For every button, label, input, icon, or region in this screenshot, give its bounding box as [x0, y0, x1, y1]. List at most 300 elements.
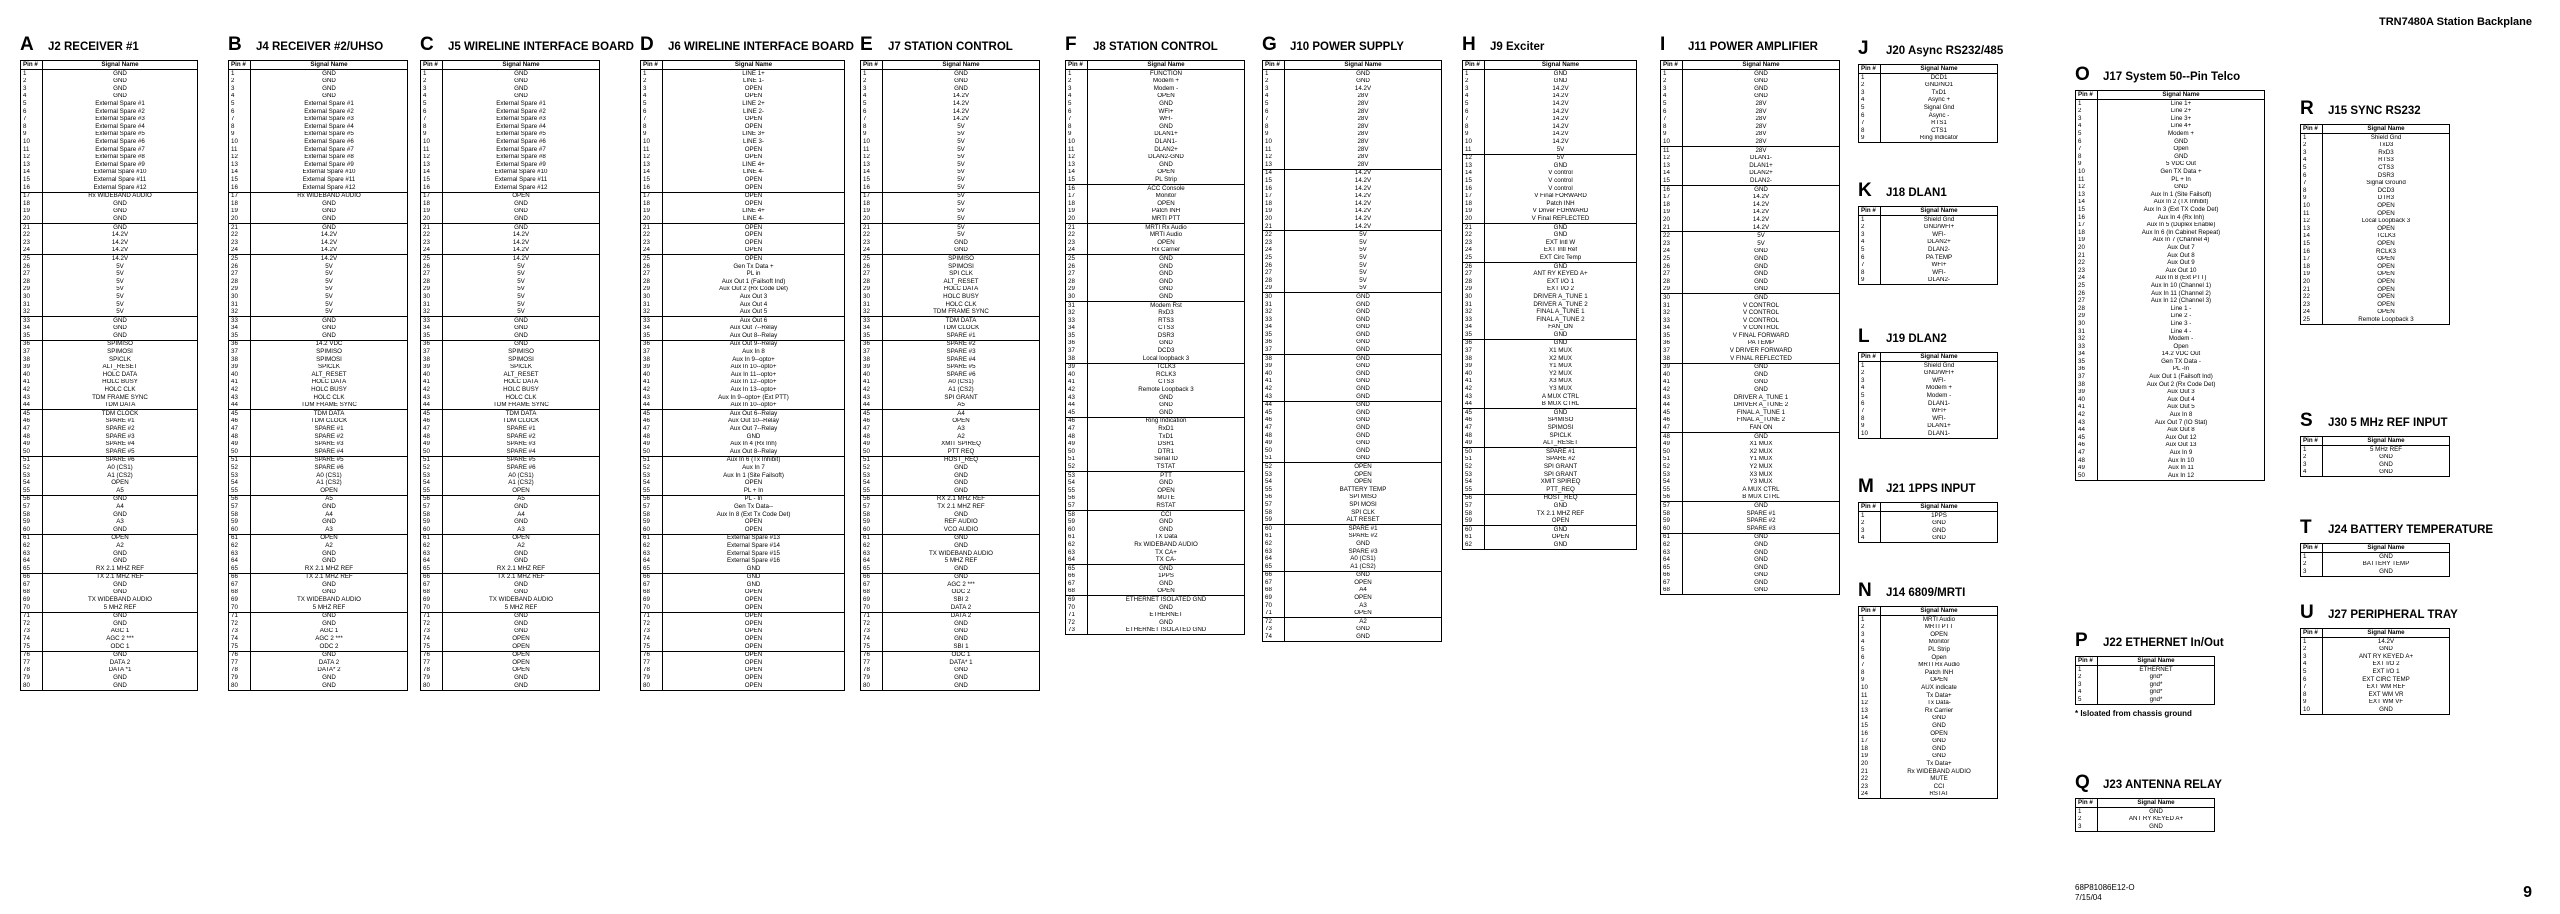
- pin-number: 60: [1263, 525, 1285, 533]
- pin-row: [1066, 138, 1245, 146]
- signal-name: OPEN: [1088, 200, 1245, 208]
- signal-name: GND: [1683, 78, 1840, 86]
- pin-number: 72: [861, 620, 883, 628]
- signal-name: GND: [1683, 263, 1840, 271]
- pin-row: [421, 487, 600, 495]
- signal-name: External Spare #8: [43, 154, 198, 162]
- pin-number: 16: [229, 184, 251, 192]
- pin-row: [1859, 120, 1998, 128]
- pin-row: [2076, 130, 2265, 138]
- signal-name: GND: [1485, 231, 1637, 239]
- signal-name: ALT_RESET: [43, 364, 198, 372]
- signal-name: TDM CLOCK: [43, 410, 198, 418]
- pin-number: 45: [1463, 409, 1485, 417]
- pin-number: 19: [1066, 208, 1088, 216]
- signal-name: A2: [1285, 618, 1442, 626]
- pin-row: [421, 169, 600, 177]
- signal-name: GND: [43, 208, 198, 216]
- pin-number: 6: [421, 108, 443, 116]
- signal-name: GND: [443, 682, 600, 690]
- pin-number: 22: [421, 231, 443, 239]
- pin-row: [1463, 301, 1637, 309]
- signal-name: GND: [1683, 363, 1840, 371]
- pin-row: [2076, 351, 2265, 359]
- pin-row: [1661, 587, 1840, 595]
- signal-name: PTT REQ: [883, 448, 1040, 456]
- pin-row: [1859, 669, 1998, 677]
- pin-number: 18: [1463, 200, 1485, 208]
- pin-number: 30: [641, 293, 663, 301]
- pin-number: 33: [229, 317, 251, 325]
- pin-row: [1859, 216, 1998, 224]
- pin-number: 18: [861, 200, 883, 208]
- signal-name: SPARE #2: [1683, 517, 1840, 525]
- pin-row: [2301, 469, 2450, 477]
- signal-name: V control: [1485, 177, 1637, 185]
- pin-row: [2076, 681, 2215, 689]
- pin-row: [1859, 408, 1998, 416]
- connector-letter: C: [420, 34, 434, 55]
- signal-name: OPEN: [663, 231, 845, 239]
- signal-name: DATA* 2: [251, 667, 408, 675]
- pin-number: 61: [421, 534, 443, 542]
- pin-number: 22: [641, 231, 663, 239]
- pin-row: [1463, 162, 1637, 170]
- signal-name: GND: [1485, 339, 1637, 347]
- pin-row: [1066, 278, 1245, 286]
- pin-number: 23: [21, 239, 43, 247]
- pin-row: [2301, 233, 2450, 241]
- pin-number: 22: [1661, 232, 1683, 240]
- pin-row: [2076, 358, 2265, 366]
- signal-name: 5V: [443, 270, 600, 278]
- pin-row: [21, 565, 198, 573]
- signal-name: GND: [1683, 93, 1840, 101]
- pin-number: 22: [1066, 231, 1088, 239]
- pin-number: 68: [641, 589, 663, 597]
- pin-number: 23: [421, 239, 443, 247]
- pin-row: [1463, 339, 1637, 347]
- pin-number: 10: [1859, 684, 1881, 692]
- signal-column-header: Signal Name: [2098, 657, 2215, 666]
- pin-row: [229, 487, 408, 495]
- pin-row: [641, 604, 845, 612]
- pin-row: [861, 472, 1040, 480]
- pin-row: [1066, 263, 1245, 271]
- pin-number: 4: [2076, 123, 2098, 131]
- signal-name: 14.2V: [1485, 131, 1637, 139]
- signal-name: GND: [43, 200, 198, 208]
- pin-number: 4: [2301, 157, 2323, 165]
- signal-name: gnd*: [2098, 696, 2215, 704]
- pin-row: [229, 364, 408, 372]
- pin-row: [229, 628, 408, 636]
- signal-name: OPEN: [443, 659, 600, 667]
- pin-row: [1263, 131, 1442, 139]
- pin-row: [229, 418, 408, 426]
- pin-row: [21, 682, 198, 690]
- signal-name: GND: [43, 612, 198, 620]
- pin-row: [1661, 185, 1840, 193]
- signal-name: GND: [883, 70, 1040, 78]
- pin-number: 71: [229, 612, 251, 620]
- pin-number: 40: [2076, 396, 2098, 404]
- pin-number: 5: [1661, 100, 1683, 108]
- pin-number: 32: [1463, 308, 1485, 316]
- signal-name: GND: [1285, 440, 1442, 448]
- signal-name: A1 (CS2): [883, 386, 1040, 394]
- pin-row: [1661, 502, 1840, 510]
- pin-number: 13: [861, 161, 883, 169]
- pin-row: [641, 557, 845, 565]
- pin-number: 43: [1661, 394, 1683, 402]
- pin-number: 9: [2301, 699, 2323, 707]
- pin-number: 6: [21, 108, 43, 116]
- signal-name: CTS3: [1088, 379, 1245, 387]
- pin-table: [20, 60, 198, 691]
- pin-number: 72: [229, 620, 251, 628]
- signal-name: TX WIDEBAND AUDIO: [443, 596, 600, 604]
- pin-number: 36: [861, 340, 883, 348]
- signal-name: GND: [1881, 722, 1998, 730]
- signal-name: AUX indicate: [1881, 684, 1998, 692]
- pin-number: 58: [229, 511, 251, 519]
- pin-row: [421, 534, 600, 542]
- signal-name: 14.2V: [1485, 108, 1637, 116]
- pin-row: [2301, 706, 2450, 714]
- pin-number: 30: [21, 293, 43, 301]
- signal-name: GND: [1285, 78, 1442, 86]
- pin-number: 20: [861, 215, 883, 223]
- signal-column-header: Signal Name: [2323, 629, 2450, 638]
- pin-number: 1: [2076, 808, 2098, 816]
- pin-row: [1661, 131, 1840, 139]
- signal-name: GND: [443, 340, 600, 348]
- pin-row: [229, 85, 408, 93]
- signal-name: PL Strip: [1881, 646, 1998, 654]
- pin-number: 40: [21, 371, 43, 379]
- pin-number: 32: [861, 308, 883, 316]
- pin-row: [21, 589, 198, 597]
- signal-name: V control: [1485, 170, 1637, 178]
- signal-name: 14.2V: [43, 231, 198, 239]
- pin-number: 5: [2301, 668, 2323, 676]
- pin-number: 21: [1463, 223, 1485, 231]
- signal-name: 5 MHZ REF: [883, 557, 1040, 565]
- pin-row: [21, 628, 198, 636]
- signal-name: 5 MHZ REF: [43, 604, 198, 612]
- pin-row: [861, 425, 1040, 433]
- signal-name: TX 2.1 MHZ REF: [43, 573, 198, 581]
- pin-number: 2: [2076, 674, 2098, 682]
- pin-number: 78: [861, 667, 883, 675]
- signal-name: ETHERNET ISOLATED GND: [1088, 627, 1245, 635]
- pin-row: [641, 620, 845, 628]
- signal-name: DATA *1: [43, 667, 198, 675]
- pin-row: [421, 651, 600, 659]
- pin-row: [21, 364, 198, 372]
- pin-row: [1661, 572, 1840, 580]
- pin-number: 59: [641, 518, 663, 526]
- signal-name: V Final FORWARD: [1485, 193, 1637, 201]
- signal-name: Shield Gnd: [1881, 362, 1998, 370]
- pin-row: [1859, 430, 1998, 438]
- signal-name: GND: [443, 70, 600, 78]
- pin-row: [229, 325, 408, 333]
- pin-number: 76: [229, 651, 251, 659]
- signal-name: OPEN: [663, 628, 845, 636]
- pin-row: [1661, 93, 1840, 101]
- pin-row: [229, 138, 408, 146]
- pin-number: 35: [2076, 358, 2098, 366]
- pin-number: 7: [1463, 116, 1485, 124]
- connector-header: [1858, 580, 1998, 606]
- pin-number: 15: [1661, 177, 1683, 185]
- pin-number: 18: [229, 200, 251, 208]
- signal-name: OPEN: [2323, 271, 2450, 279]
- pin-number: 7: [1859, 262, 1881, 270]
- pin-number: 46: [2076, 442, 2098, 450]
- pin-row: [1463, 456, 1637, 464]
- pin-number: 49: [861, 441, 883, 449]
- pin-row: [861, 589, 1040, 597]
- pin-number: 36: [1263, 339, 1285, 347]
- pin-row: [1066, 340, 1245, 348]
- pin-number: 5: [1859, 104, 1881, 112]
- signal-column-header: Signal Name: [2323, 437, 2450, 446]
- pin-number: 41: [1066, 379, 1088, 387]
- pin-row: [641, 596, 845, 604]
- pin-row: [421, 208, 600, 216]
- pin-row: [1661, 116, 1840, 124]
- pin-row: [1066, 325, 1245, 333]
- pin-number: 62: [229, 542, 251, 550]
- signal-name: OPEN: [2323, 256, 2450, 264]
- pin-number: 44: [1263, 401, 1285, 409]
- pin-row: [861, 604, 1040, 612]
- signal-name: X2 MUX: [1485, 355, 1637, 363]
- signal-name: GND: [883, 78, 1040, 86]
- signal-name: EXT WM REF: [2323, 684, 2450, 692]
- pin-row: [641, 131, 845, 139]
- pin-row: [641, 325, 845, 333]
- pin-row: [2076, 343, 2265, 351]
- pin-number: 63: [421, 550, 443, 558]
- pin-number: 41: [421, 379, 443, 387]
- pin-number: 19: [421, 208, 443, 216]
- pin-column-header: Pin #: [2076, 657, 2098, 666]
- connector-letter: G: [1262, 34, 1277, 55]
- pin-row: [1263, 200, 1442, 208]
- signal-name: HOLC DATA: [443, 379, 600, 387]
- pin-number: 44: [421, 402, 443, 410]
- pin-number: 3: [1859, 527, 1881, 535]
- signal-name: External Spare #3: [443, 116, 600, 124]
- signal-name: GND: [43, 581, 198, 589]
- pin-number: 23: [229, 239, 251, 247]
- pin-row: [1263, 123, 1442, 131]
- signal-name: A5: [443, 495, 600, 503]
- pin-row: [1263, 324, 1442, 332]
- pin-row: [421, 479, 600, 487]
- pin-number: 59: [861, 518, 883, 526]
- pin-row: [21, 208, 198, 216]
- signal-name: External Spare #15: [663, 550, 845, 558]
- pin-number: 28: [229, 278, 251, 286]
- pin-number: 63: [1661, 549, 1683, 557]
- signal-name: A0 (CS1): [1285, 555, 1442, 563]
- pin-row: [229, 270, 408, 278]
- pin-row: [641, 200, 845, 208]
- pin-number: 30: [1463, 293, 1485, 301]
- pin-row: [21, 643, 198, 651]
- pin-number: 72: [21, 620, 43, 628]
- pin-number: 74: [21, 635, 43, 643]
- pin-number: 56: [421, 495, 443, 503]
- signal-name: SPARE #5: [251, 456, 408, 464]
- signal-name: RTS3: [2323, 157, 2450, 165]
- pin-row: [861, 223, 1040, 231]
- pin-row: [1859, 768, 1998, 776]
- signal-name: Line 4 -: [2098, 328, 2265, 336]
- signal-name: 5V: [883, 192, 1040, 200]
- signal-name: V Driver FORWARD: [1485, 208, 1637, 216]
- signal-name: External Spare #4: [443, 123, 600, 131]
- signal-name: GND: [43, 325, 198, 333]
- pin-number: 12: [1263, 154, 1285, 162]
- pin-number: 50: [641, 448, 663, 456]
- signal-name: EXT Intl Ref: [1485, 247, 1637, 255]
- pin-number: 43: [641, 394, 663, 402]
- pin-row: [1661, 340, 1840, 348]
- signal-name: GND: [43, 215, 198, 223]
- pin-row: [1463, 185, 1637, 193]
- pin-row: [1263, 223, 1442, 231]
- pin-row: [1263, 478, 1442, 486]
- signal-name: GND: [1485, 409, 1637, 417]
- signal-name: 14.2V: [883, 100, 1040, 108]
- signal-name: SPARE #2: [1485, 456, 1637, 464]
- signal-name: External Spare #13: [663, 534, 845, 542]
- pin-row: [21, 231, 198, 239]
- pin-row: [861, 208, 1040, 216]
- pin-row: [1859, 89, 1998, 97]
- signal-name: GND: [1485, 502, 1637, 510]
- signal-name: GND: [2323, 469, 2450, 477]
- pin-row: [861, 70, 1040, 78]
- signal-name: MUTE: [1088, 495, 1245, 503]
- pin-row: [21, 503, 198, 511]
- signal-name: 14.2V: [443, 247, 600, 255]
- pin-row: [2076, 808, 2215, 816]
- pin-row: [1661, 424, 1840, 432]
- signal-name: OPEN: [663, 192, 845, 200]
- signal-column-header: Signal Name: [1881, 353, 1998, 362]
- pin-number: 56: [1661, 494, 1683, 502]
- signal-name: 5V: [443, 293, 600, 301]
- pin-row: [1463, 424, 1637, 432]
- pin-row: [229, 386, 408, 394]
- pin-number: 59: [1661, 517, 1683, 525]
- connector-letter: H: [1462, 34, 1476, 55]
- pin-row: [641, 78, 845, 86]
- pin-number: 22: [21, 231, 43, 239]
- signal-name: GND: [1088, 409, 1245, 417]
- pin-number: 71: [21, 612, 43, 620]
- pin-row: [641, 659, 845, 667]
- signal-name: X3 MUX: [1485, 378, 1637, 386]
- signal-name: DLAN2-GND: [1088, 154, 1245, 162]
- pin-row: [229, 131, 408, 139]
- pin-number: 8: [1263, 123, 1285, 131]
- pin-row: [2076, 666, 2215, 674]
- pin-number: 15: [1859, 722, 1881, 730]
- pin-row: [1859, 400, 1998, 408]
- pin-row: [1859, 231, 1998, 239]
- pin-row: [229, 542, 408, 550]
- pin-row: [2076, 222, 2265, 230]
- signal-name: GND: [2323, 646, 2450, 654]
- signal-name: External Spare #12: [443, 184, 600, 192]
- pin-number: 66: [1661, 572, 1683, 580]
- signal-name: GND: [1285, 308, 1442, 316]
- signal-name: GND: [1088, 518, 1245, 526]
- pin-number: 79: [861, 674, 883, 682]
- pin-row: [1463, 231, 1637, 239]
- pin-row: [1661, 510, 1840, 518]
- pin-row: [641, 518, 845, 526]
- signal-name: 5V: [883, 123, 1040, 131]
- signal-name: 14.2V: [1485, 138, 1637, 146]
- document-date: 7/15/04: [2075, 892, 2102, 902]
- signal-name: OPEN: [2323, 301, 2450, 309]
- pin-row: [421, 448, 600, 456]
- pin-number: 56: [21, 495, 43, 503]
- signal-name: External Spare #7: [251, 146, 408, 154]
- pin-row: [229, 70, 408, 78]
- pin-row: [2076, 320, 2265, 328]
- pin-row: [1463, 494, 1637, 502]
- signal-name: EXT Intl W: [1485, 239, 1637, 247]
- pin-number: 61: [861, 534, 883, 542]
- pin-number: 52: [1463, 463, 1485, 471]
- signal-name: External Spare #7: [443, 146, 600, 154]
- signal-name: Async +: [1881, 97, 1998, 105]
- signal-name: Aux Out 8--Relay: [663, 332, 845, 340]
- pin-row: [2076, 396, 2265, 404]
- pin-row: [1463, 385, 1637, 393]
- connector-header: [2300, 98, 2450, 124]
- pin-number: 37: [2076, 373, 2098, 381]
- pin-row: [1263, 540, 1442, 548]
- pin-number: 3: [2301, 149, 2323, 157]
- signal-name: GND: [251, 651, 408, 659]
- pin-number: 68: [229, 589, 251, 597]
- signal-name: A3: [1285, 602, 1442, 610]
- pin-row: [1661, 441, 1840, 449]
- pin-number: 2: [1263, 78, 1285, 86]
- pin-row: [21, 78, 198, 86]
- pin-row: [21, 386, 198, 394]
- signal-name: Aux Out 6--Relay: [663, 410, 845, 418]
- pin-row: [1066, 184, 1245, 192]
- pin-number: 57: [1463, 502, 1485, 510]
- connector-j23: [2075, 772, 2222, 832]
- pin-number: 18: [1263, 200, 1285, 208]
- pin-number: 31: [1463, 301, 1485, 309]
- signal-name: RCLK3: [1088, 371, 1245, 379]
- pin-number: 22: [2076, 259, 2098, 267]
